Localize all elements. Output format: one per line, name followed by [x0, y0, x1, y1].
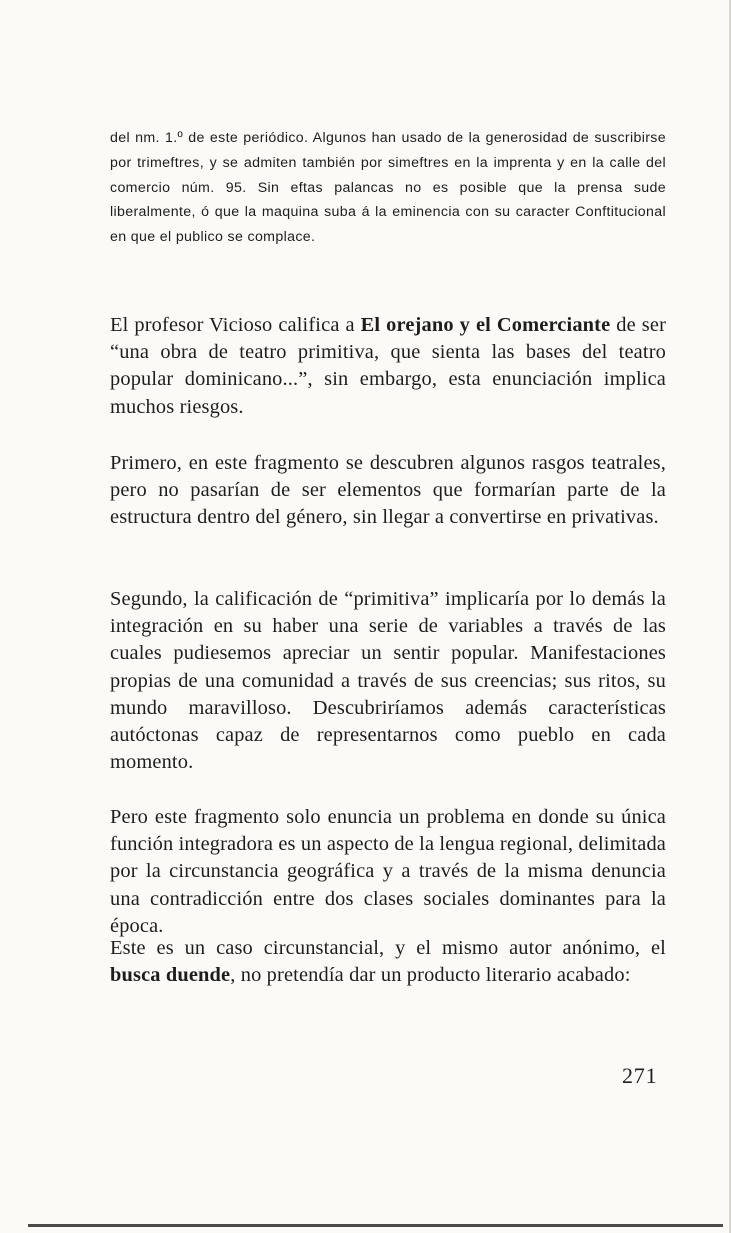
author-name-bold: busca duende — [110, 964, 231, 987]
paragraph-5-text-before-bold: Este es un caso circunstancial, y el mismo autor anónimo, el — [110, 937, 666, 959]
work-title-bold: El orejano y el Comerciante — [360, 314, 611, 336]
paragraph-5-text-after-bold: , no pretendía dar un producto literario acabado: — [230, 964, 631, 987]
paragraph-caso-circunstancial — [110, 935, 666, 989]
page-number: 271 — [622, 1063, 658, 1088]
paragraph-1-text-after-bold: de ser “una obra de teatro primitiva, que sienta las bases del teatro popular dominicano...”, sin embargo, esta enunciación implica muchos riesgos. — [110, 314, 667, 418]
page-bottom-rule — [28, 1224, 723, 1227]
paragraph-fragmento: Pero este fragmento solo enuncia un problema en donde su única función integradora es un aspecto de la lengua regional, delimitada por la circunstancia geográfica y a través de la misma denuncia una contradicción entre dos clases sociales dominantes para la época. — [110, 806, 666, 937]
paragraph-segundo: Segundo, la calificación de “primitiva” implicaría por lo demás la integración en su haber una serie de variables a través de las cuales pudiesemos apreciar un sentir popular. Manifestaciones propias de una comunidad a través de sus creencias; sus ritos, su mundo maravilloso. Descubriríamos además características autóctonas capaz de representarnos como pueblo en cada momento. — [110, 588, 666, 774]
paragraph-profesor-vicioso — [110, 312, 666, 421]
paragraph-1-text-before-bold: El profesor Vicioso califica a — [110, 314, 361, 336]
paragraph-primero: Primero, en este fragmento se descubren algunos rasgos teatrales, pero no pasarían de ser elementos que formarían parte de la estructura dentro del género, sin llegar a convertirse en privativas. — [110, 452, 666, 529]
quoted-fragment: del nm. 1.º de este periódico. Algunos han usado de la generosidad de suscribirse por trimeftres, y se admiten también por simeftres en la imprenta y en la calle del comercio núm. 95. Sin eftas palancas no es posible que la prensa sude liberalmente, ó que la maquina suba á la eminencia con su caracter Conftitucional en que el publico se complace. — [110, 130, 666, 246]
